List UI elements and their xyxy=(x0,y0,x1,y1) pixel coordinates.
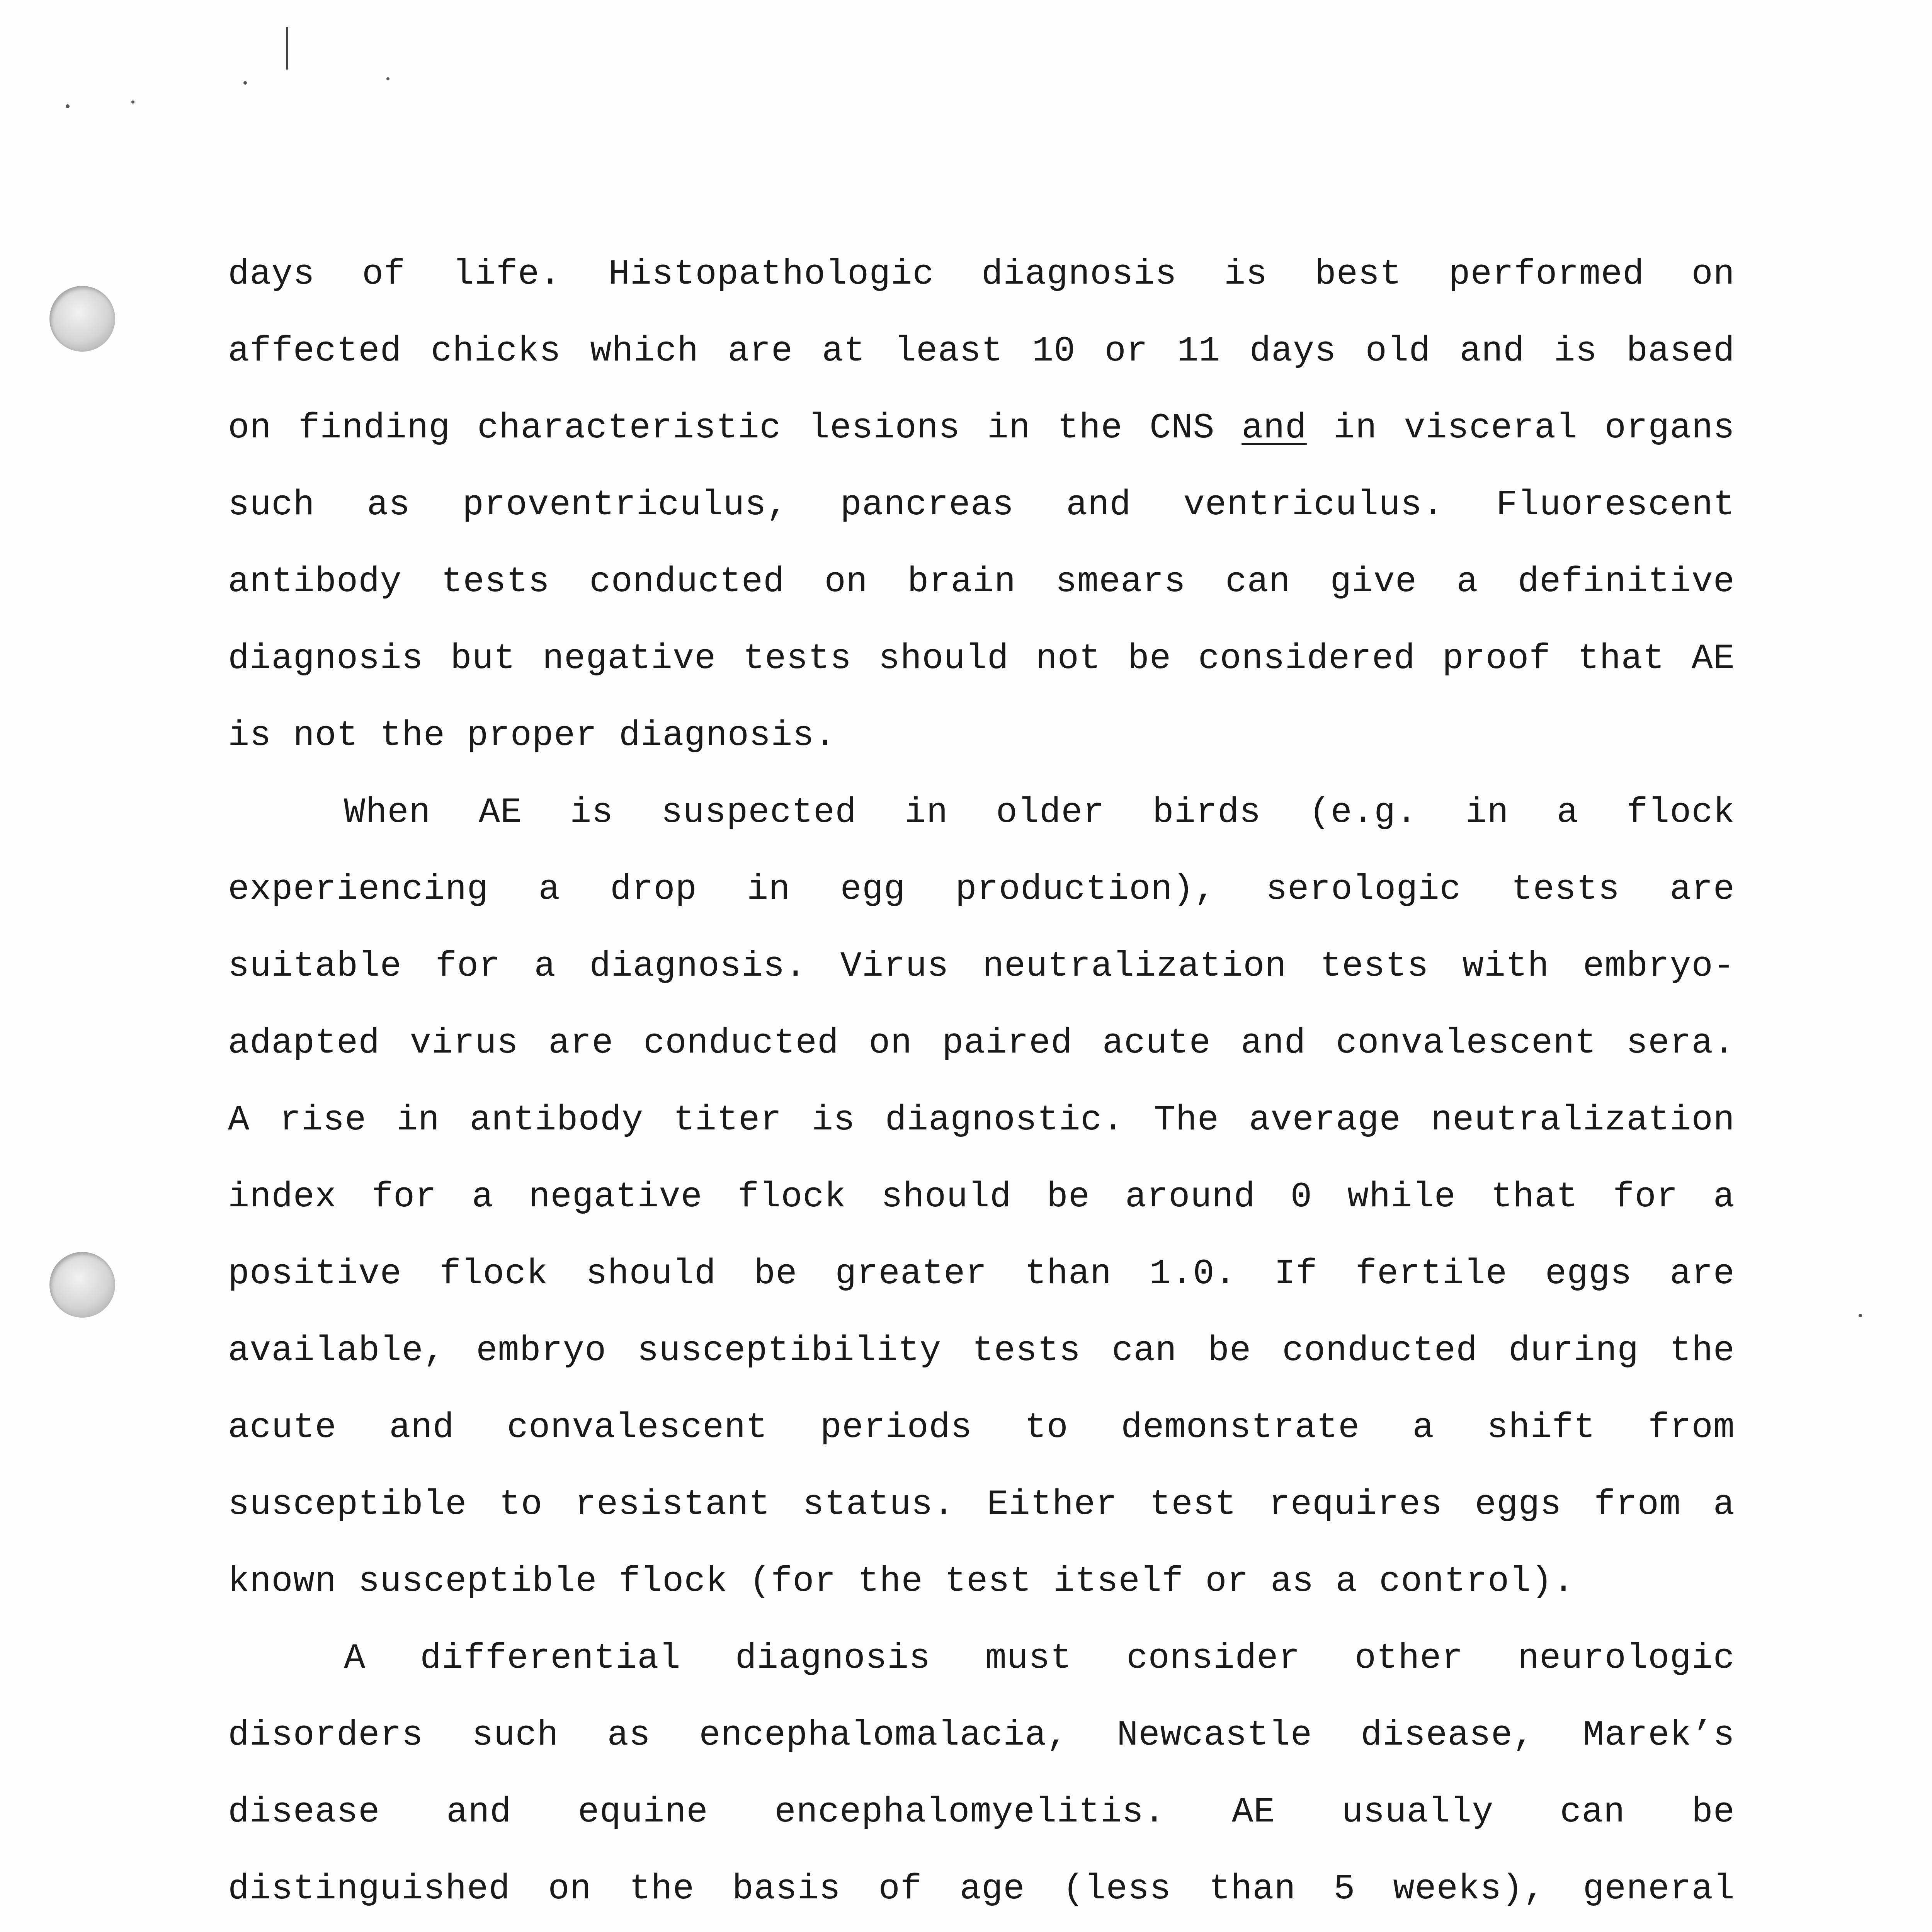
text-line: days of life. Histopathologic diagnosis is best performed on xyxy=(228,254,1735,294)
text-line: acute and convalescent periods to demonstrate a shift from xyxy=(228,1407,1735,1448)
scan-speck xyxy=(131,100,134,104)
paragraph xyxy=(228,236,1735,774)
text-line: such as proventriculus, pancreas and ventriculus. Fluorescent xyxy=(228,485,1735,525)
text-line: positive flock should be greater than 1.0. If fertile eggs are xyxy=(228,1253,1735,1294)
text-line xyxy=(228,389,1735,466)
scan-artifact-mark xyxy=(286,27,288,70)
underlined-emphasis: and xyxy=(1242,408,1307,448)
text-line: susceptible to resistant status. Either test requires eggs from a xyxy=(228,1484,1735,1525)
text-line: distinguished on the basis of age (less than 5 weeks), general xyxy=(228,1869,1735,1909)
text-line: disease and equine encephalomyelitis. AE usually can be xyxy=(228,1792,1735,1832)
scan-speck xyxy=(386,77,389,80)
paragraph xyxy=(228,1620,1735,1932)
scan-speck xyxy=(1859,1314,1862,1317)
text-line: antibody tests conducted on brain smears can give a definitive xyxy=(228,561,1735,602)
scan-speck xyxy=(243,81,247,85)
text-line: affected chicks which are at least 10 or 11 days old and is based xyxy=(228,331,1735,371)
scan-speck xyxy=(66,104,70,108)
text-line: suitable for a diagnosis. Virus neutralization tests with embryo- xyxy=(228,946,1735,986)
text-line: disorders such as encephalomalacia, Newcastle disease, Marek’s xyxy=(228,1715,1735,1755)
text-line: index for a negative flock should be around 0 while that for a xyxy=(228,1177,1735,1217)
text-line: experiencing a drop in egg production), serologic tests are xyxy=(228,869,1735,910)
text-line: A rise in antibody titer is diagnostic. The average neutralization xyxy=(228,1100,1735,1140)
text-line: diagnosis but negative tests should not be considered proof that AE xyxy=(228,638,1735,679)
paragraph xyxy=(228,774,1735,1620)
text-line xyxy=(228,1927,1735,1932)
punch-hole xyxy=(49,1252,115,1318)
text-line: adapted virus are conducted on paired acute and convalescent sera. xyxy=(228,1023,1735,1063)
text-line: A differential diagnosis must consider other neurologic xyxy=(344,1638,1735,1679)
text-span: on finding characteristic lesions in the CNS xyxy=(228,408,1242,448)
text-line: known susceptible flock (for the test itself or as a control). xyxy=(228,1561,1575,1602)
text-line: available, embryo susceptibility tests can be conducted during the xyxy=(228,1330,1735,1371)
text-line: is not the proper diagnosis. xyxy=(228,715,836,756)
text-span: in visceral organs xyxy=(1306,408,1735,448)
body-text xyxy=(228,236,1735,1932)
punch-hole xyxy=(49,286,115,352)
text-line: When AE is suspected in older birds (e.g. in a flock xyxy=(344,792,1735,833)
